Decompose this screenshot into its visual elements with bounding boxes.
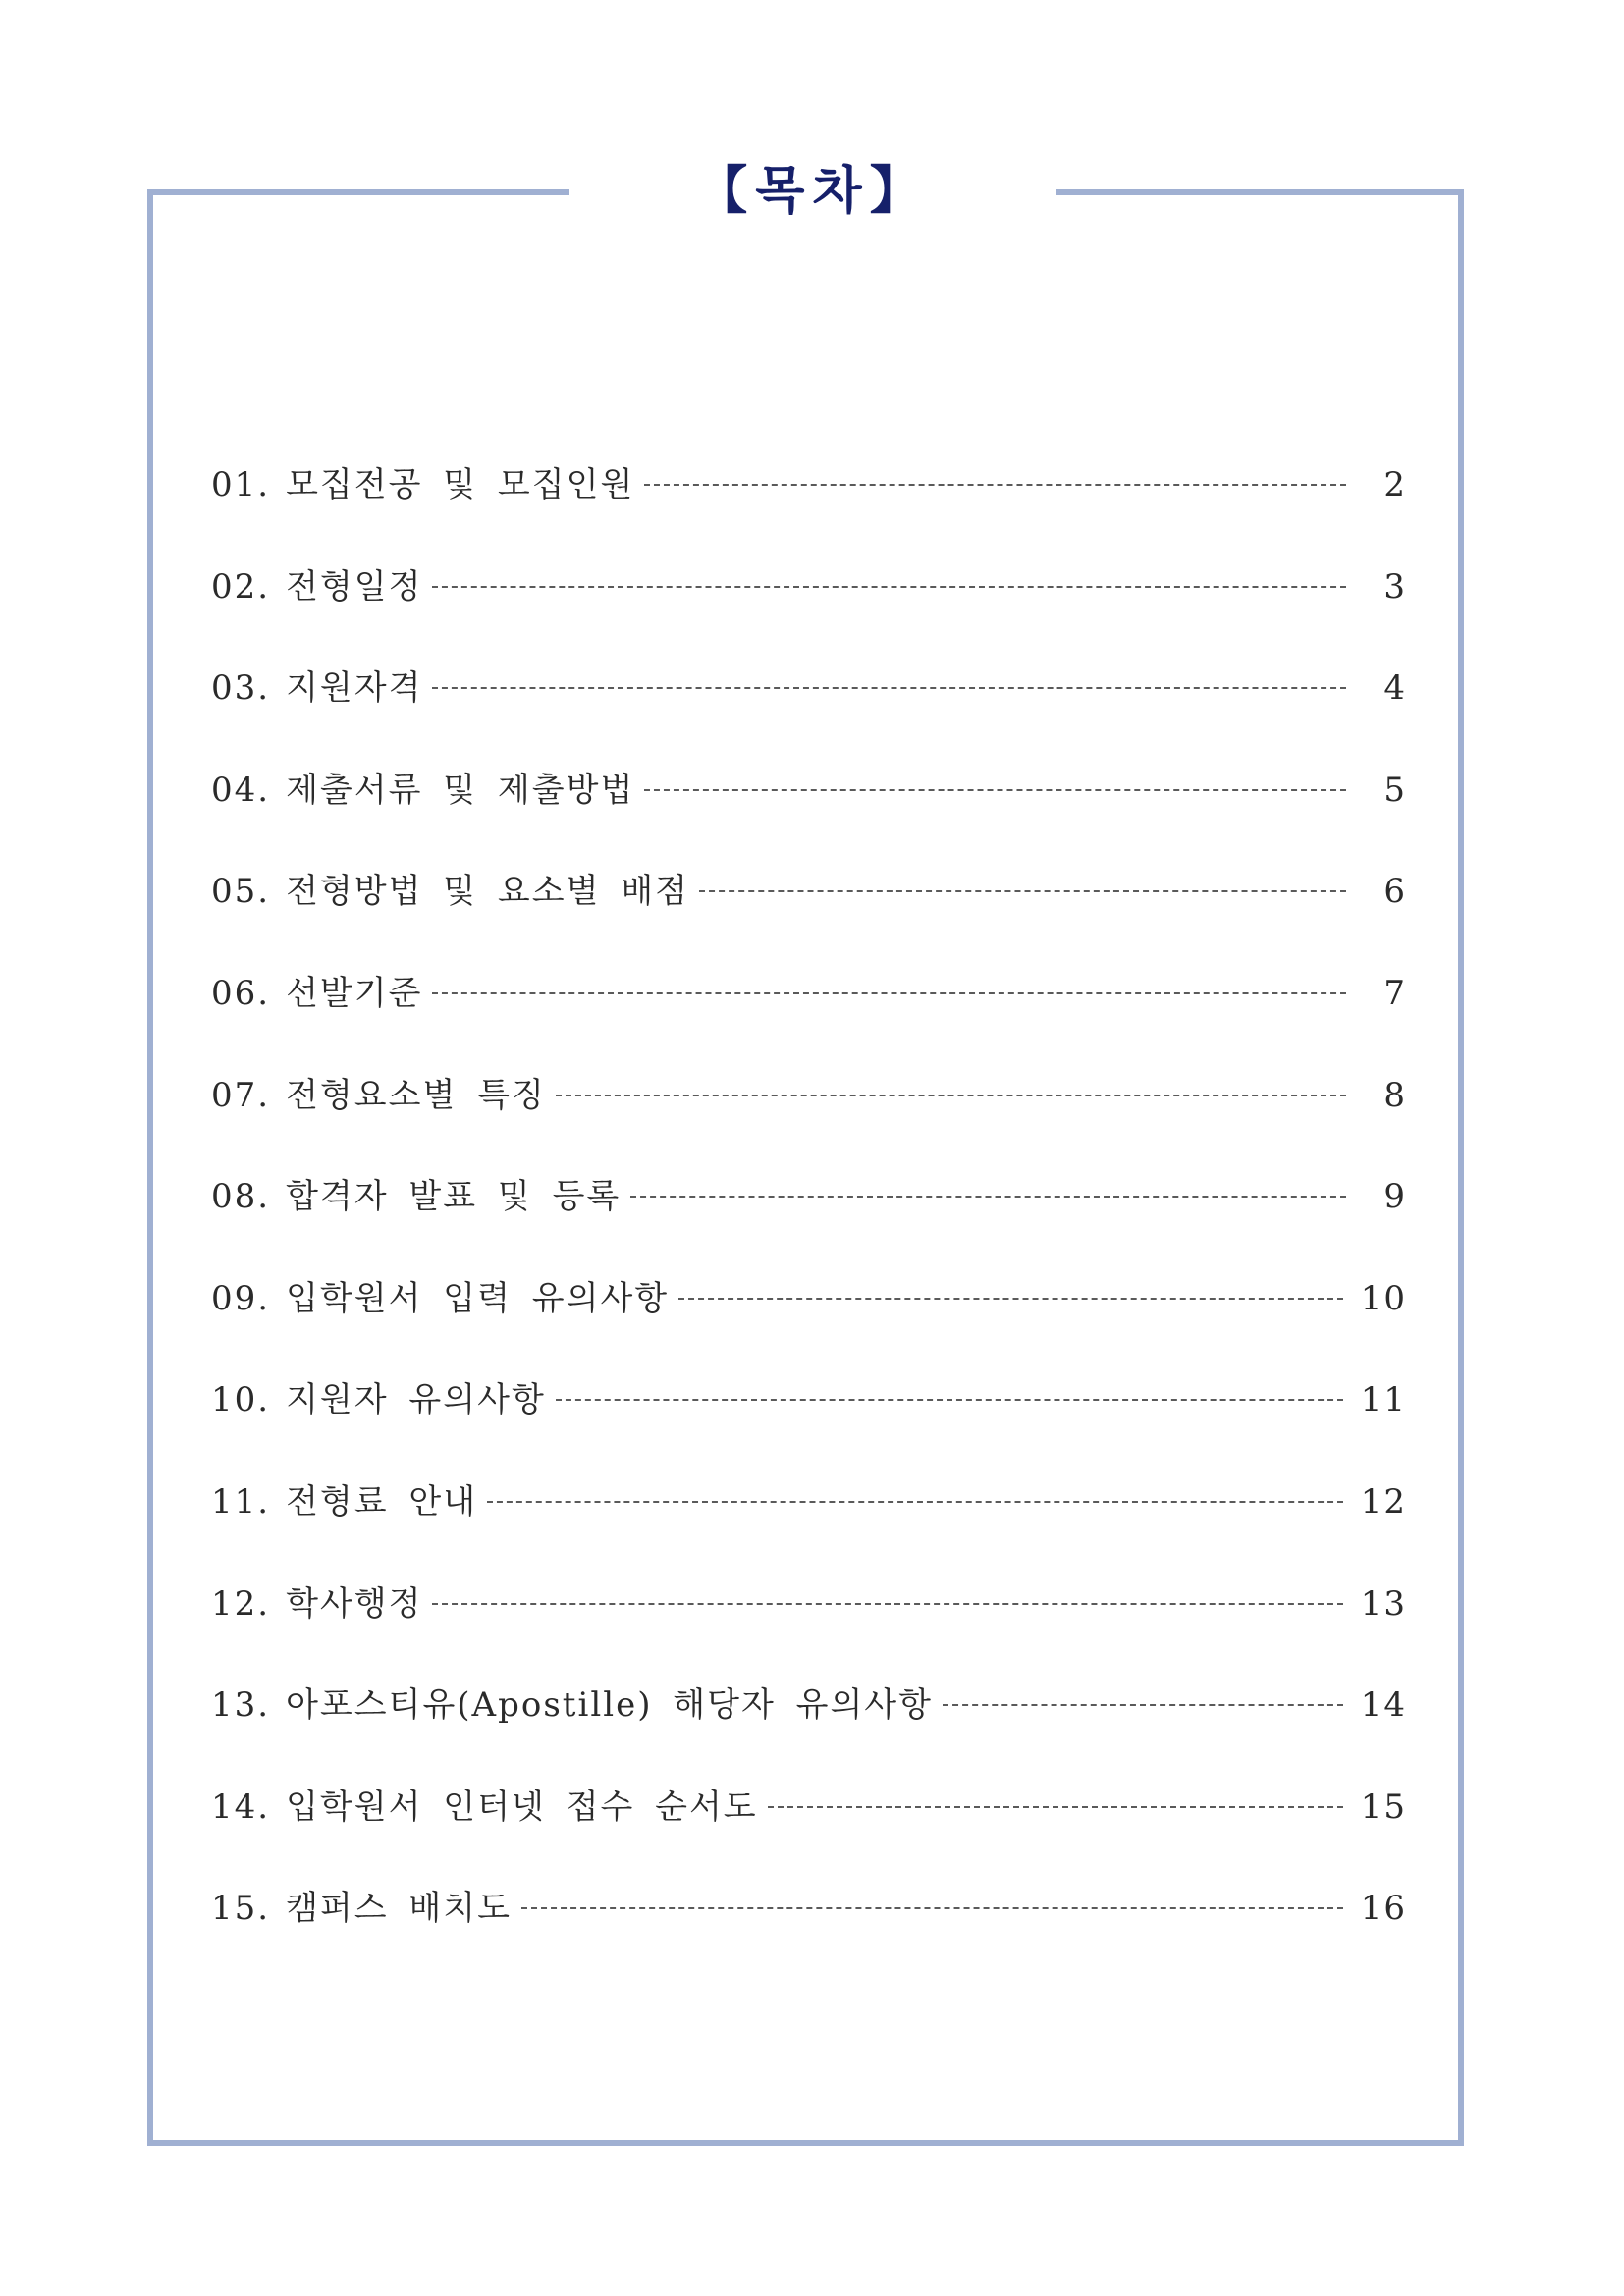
toc-entry-number: 06.	[211, 973, 271, 1013]
toc-entry-label: 전형일정	[286, 566, 423, 607]
toc-entry-number: 13.	[211, 1685, 271, 1726]
toc-entry[interactable]	[211, 1678, 1407, 1780]
toc-leader-line	[432, 1603, 1342, 1605]
toc-entry[interactable]	[211, 1780, 1407, 1882]
toc-entry[interactable]	[211, 1881, 1407, 1983]
toc-entry-page: 15	[1360, 1787, 1407, 1827]
toc-entry-label: 학사행정	[286, 1583, 423, 1624]
toc-entry-label: 아포스티유(Apostille) 해당자 유의사항	[286, 1685, 933, 1726]
toc-leader-line	[644, 484, 1346, 486]
toc-entry[interactable]	[211, 1169, 1407, 1271]
toc-entry-page: 11	[1360, 1380, 1407, 1420]
toc-leader-line	[630, 1196, 1346, 1198]
toc-entry-page: 4	[1383, 668, 1407, 709]
toc-entry[interactable]	[211, 1372, 1407, 1474]
toc-entry-number: 08.	[211, 1177, 271, 1217]
toc-entry[interactable]	[211, 560, 1407, 662]
toc-entry-page: 6	[1383, 872, 1407, 912]
toc-entry-label: 전형방법 및 요소별 배점	[286, 872, 689, 912]
toc-leader-line	[699, 890, 1346, 892]
toc-entry[interactable]	[211, 1271, 1407, 1373]
toc-entry-page: 10	[1360, 1278, 1407, 1318]
toc-entry[interactable]	[211, 864, 1407, 966]
toc-entry-page: 2	[1383, 465, 1407, 505]
toc-entry-label: 전형요소별 특징	[286, 1075, 546, 1115]
toc-entry-number: 05.	[211, 872, 271, 912]
toc-leader-line	[487, 1501, 1343, 1503]
toc-entry-page: 7	[1383, 973, 1407, 1013]
toc-entry[interactable]	[211, 1474, 1407, 1576]
toc-entry-number: 04.	[211, 770, 271, 810]
toc-entry[interactable]	[211, 457, 1407, 560]
toc-leader-line	[556, 1399, 1343, 1401]
toc-entry[interactable]	[211, 661, 1407, 763]
toc-leader-line	[644, 789, 1346, 791]
toc-entry-page: 16	[1360, 1889, 1407, 1929]
toc-entry-number: 14.	[211, 1787, 271, 1827]
toc-entry-number: 07.	[211, 1075, 271, 1115]
toc-entry-label: 캠퍼스 배치도	[286, 1889, 512, 1929]
toc-leader-line	[943, 1704, 1343, 1706]
toc-entry-label: 지원자 유의사항	[286, 1380, 546, 1420]
toc-entry-number: 09.	[211, 1278, 271, 1318]
toc-leader-line	[432, 687, 1346, 689]
toc-entry-label: 입학원서 입력 유의사항	[286, 1278, 670, 1318]
toc-entry-label: 모집전공 및 모집인원	[286, 465, 635, 505]
toc-leader-line	[521, 1907, 1343, 1909]
toc-entry-number: 10.	[211, 1380, 271, 1420]
table-of-contents	[211, 457, 1407, 1983]
toc-leader-line	[678, 1298, 1343, 1300]
toc-entry-number: 03.	[211, 668, 271, 709]
toc-entry-page: 5	[1383, 770, 1407, 810]
toc-entry-label: 지원자격	[286, 668, 423, 709]
toc-entry-label: 합격자 발표 및 등록	[286, 1177, 622, 1217]
toc-entry-number: 15.	[211, 1889, 271, 1929]
toc-leader-line	[432, 992, 1346, 994]
toc-entry-number: 12.	[211, 1583, 271, 1624]
toc-entry[interactable]	[211, 966, 1407, 1068]
toc-entry[interactable]	[211, 763, 1407, 865]
toc-entry-label: 전형료 안내	[286, 1481, 478, 1522]
toc-entry-page: 13	[1360, 1583, 1407, 1624]
toc-leader-line	[556, 1095, 1346, 1096]
toc-entry-page: 14	[1360, 1685, 1407, 1726]
toc-entry-number: 01.	[211, 465, 271, 505]
toc-entry-label: 제출서류 및 제출방법	[286, 770, 635, 810]
toc-entry-label: 선발기준	[286, 973, 423, 1013]
toc-entry-number: 02.	[211, 566, 271, 607]
toc-leader-line	[768, 1806, 1343, 1808]
document-title: 【목차】	[696, 162, 929, 221]
toc-entry[interactable]	[211, 1068, 1407, 1170]
toc-entry-page: 8	[1383, 1075, 1407, 1115]
toc-entry-page: 9	[1383, 1177, 1407, 1217]
toc-leader-line	[432, 586, 1346, 588]
toc-entry-number: 11.	[211, 1481, 271, 1522]
toc-entry-page: 12	[1360, 1481, 1407, 1522]
toc-entry-label: 입학원서 인터넷 접수 순서도	[286, 1787, 758, 1827]
toc-entry[interactable]	[211, 1576, 1407, 1679]
toc-entry-page: 3	[1383, 566, 1407, 607]
